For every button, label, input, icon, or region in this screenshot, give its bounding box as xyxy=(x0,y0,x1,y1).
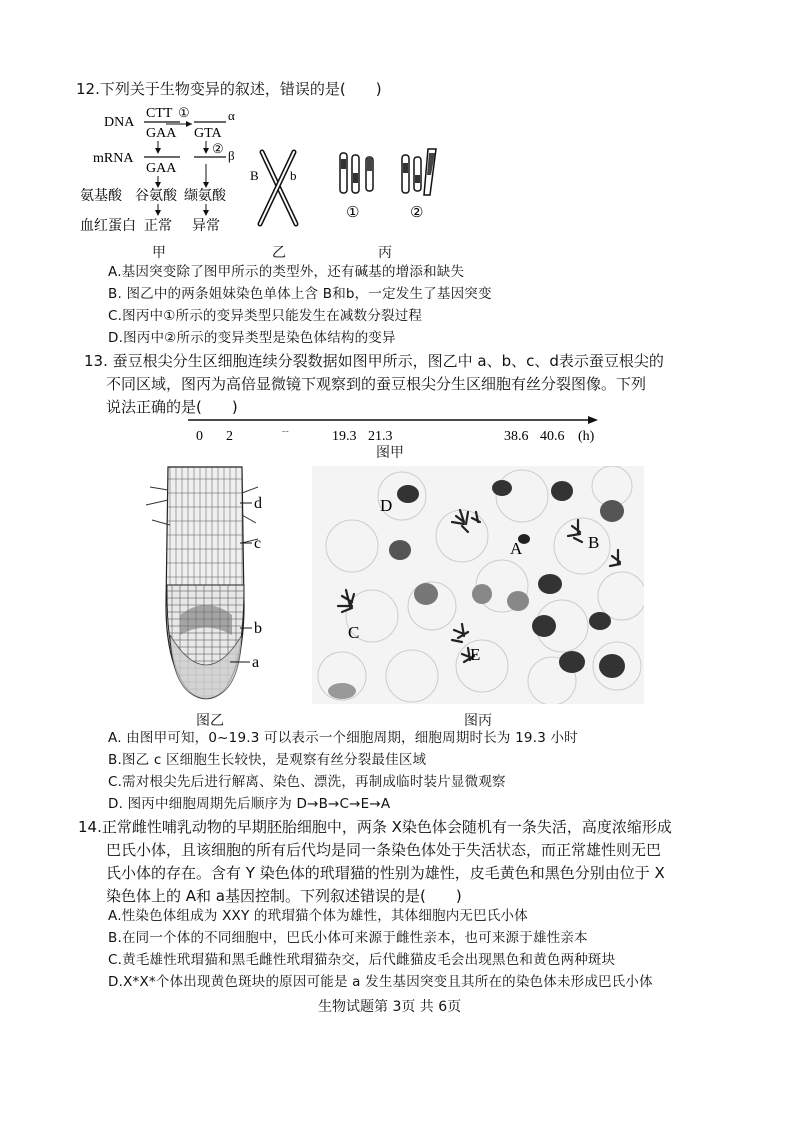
q13-option-a: A. 由图甲可知，0~19.3 可以表示一个细胞周期，细胞周期时长为 19.3 小时 xyxy=(108,730,578,746)
q14-option-a: A.性染色体组成为 XXY 的玳瑁猫个体为雄性，其体细胞内无巴氏小体 xyxy=(108,908,528,924)
allele-b: b xyxy=(290,168,297,183)
q13-option-d: D. 图丙中细胞周期先后顺序为 D→B→C→E→A xyxy=(108,796,391,812)
dna-bottom-strand: GAA xyxy=(146,126,177,141)
q13-option-b: B.图乙 c 区细胞生长较快，是观察有丝分裂最佳区域 xyxy=(108,752,427,768)
hb-label: 血红蛋白 xyxy=(80,219,136,234)
zone-a: a xyxy=(252,654,260,671)
aa-label: 氨基酸 xyxy=(80,189,122,204)
tick-38-6: 38.6 xyxy=(504,429,529,444)
fig-yi-caption: 乙 xyxy=(272,245,286,261)
zone-c: c xyxy=(254,535,262,552)
q12-figure-yi xyxy=(248,148,308,228)
mrna-seq: GAA xyxy=(146,161,177,176)
cell-D: D xyxy=(380,496,393,515)
root-tip-svg xyxy=(140,465,280,713)
q13-microscope-figure xyxy=(312,466,644,704)
zone-d: d xyxy=(254,495,262,512)
root-tip-caption: 图乙 xyxy=(196,713,224,729)
q14-option-d: D.X*X*个体出现黄色斑块的原因可能是 a 发生基因突变且其所在的染色体未形成巴氏小体 xyxy=(108,974,653,990)
q12-option-b: B. 图乙中的两条姐妹染色单体上含 B和b，一定发生了基因突变 xyxy=(108,286,492,302)
cell-A: A xyxy=(510,539,523,558)
mark-1: ① xyxy=(178,105,190,120)
cell-E: E xyxy=(470,645,481,664)
q14-stem-line4: 染色体上的 A和 a基因控制。下列叙述错误的是( ) xyxy=(106,887,462,905)
q13-stem-line2: 不同区域，图丙为高倍显微镜下观察到的蚕豆根尖分生区细胞有丝分裂图像。下列 xyxy=(106,375,647,393)
microscope-svg xyxy=(312,466,644,704)
microscope-caption: 图丙 xyxy=(464,713,492,729)
q12-figure-jia-svg xyxy=(80,100,270,250)
hb-abnormal: 异常 xyxy=(192,219,220,234)
mark-2: ② xyxy=(212,141,224,156)
q14-option-c: C.黄毛雄性玳瑁猫和黑毛雌性玳瑁猫杂交，后代雌猫皮毛会出现黑色和黄色两种斑块 xyxy=(108,952,616,968)
zone-b: b xyxy=(254,620,262,637)
tick-0: 0 xyxy=(196,429,203,444)
dna-label: DNA xyxy=(104,115,135,130)
beta-label: β xyxy=(228,148,235,163)
allele-B: B xyxy=(250,168,259,183)
aa-mutant: 缬氨酸 xyxy=(184,189,226,204)
q13-option-c: C.需对根尖先后进行解离、染色、漂洗，再制成临时装片显微观察 xyxy=(108,774,506,790)
alpha-label: α xyxy=(228,108,235,123)
fig-jia-caption: 甲 xyxy=(152,245,166,261)
q14-stem-line3: 氏小体的存在。含有 Y 染色体的玳瑁猫的性别为雄性，皮毛黄色和黑色分别由位于 X xyxy=(106,864,665,882)
dna-mut-strand: GTA xyxy=(194,126,222,141)
q12-option-a: A.基因突变除了图甲所示的类型外，还有碱基的增添和缺失 xyxy=(108,264,465,280)
q12-figure-jia xyxy=(80,100,270,250)
svg-text:--: -- xyxy=(282,426,289,437)
cell-C: C xyxy=(348,623,360,642)
tick-2: 2 xyxy=(226,429,233,444)
q14-stem-line1: 14.正常雌性哺乳动物的早期胚胎细胞中，两条 X染色体会随机有一条失活，高度浓缩形成 xyxy=(78,818,672,836)
q12-option-d: D.图丙中②所示的变异类型是染色体结构的变异 xyxy=(108,330,396,346)
fig-bing-caption: 丙 xyxy=(378,245,392,261)
timeline-unit: (h) xyxy=(578,429,595,444)
q12-option-c: C.图丙中①所示的变异类型只能发生在减数分裂过程 xyxy=(108,308,423,324)
q13-stem-line3: 说法正确的是( ) xyxy=(106,398,238,416)
mrna-label: mRNA xyxy=(93,151,134,166)
tick-21-3: 21.3 xyxy=(368,429,393,444)
bing-mark-2: ② xyxy=(410,205,424,221)
cell-B: B xyxy=(588,533,600,552)
aa-normal: 谷氨酸 xyxy=(135,189,177,204)
q13-stem-line1: 13. 蚕豆根尖分生区细胞连续分裂数据如图甲所示，图乙中 a、b、c、d表示蚕豆根尖的 xyxy=(84,352,664,370)
tick-40-6: 40.6 xyxy=(540,429,565,444)
q14-option-b: B.在同一个体的不同细胞中，巴氏小体可来源于雌性亲本，也可来源于雄性亲本 xyxy=(108,930,588,946)
q12-stem: 12.下列关于生物变异的叙述，错误的是( ) xyxy=(76,80,382,98)
dna-top-strand: CTT xyxy=(146,106,173,121)
timeline-caption: 图甲 xyxy=(376,445,404,461)
chromatid-cross-svg xyxy=(248,148,308,228)
q12-figure-bing xyxy=(330,145,450,225)
hb-normal: 正常 xyxy=(144,219,172,234)
page-footer: 生物试题第 3页 共 6页 xyxy=(318,999,462,1015)
chromosome-pairs-svg xyxy=(330,145,450,225)
q14-stem-line2: 巴氏小体，且该细胞的所有后代均是同一条染色体处于失活状态，而正常雄性则无巴 xyxy=(106,841,662,859)
bing-mark-1: ① xyxy=(346,205,360,221)
q13-root-tip-figure xyxy=(140,465,280,713)
tick-19-3: 19.3 xyxy=(332,429,357,444)
